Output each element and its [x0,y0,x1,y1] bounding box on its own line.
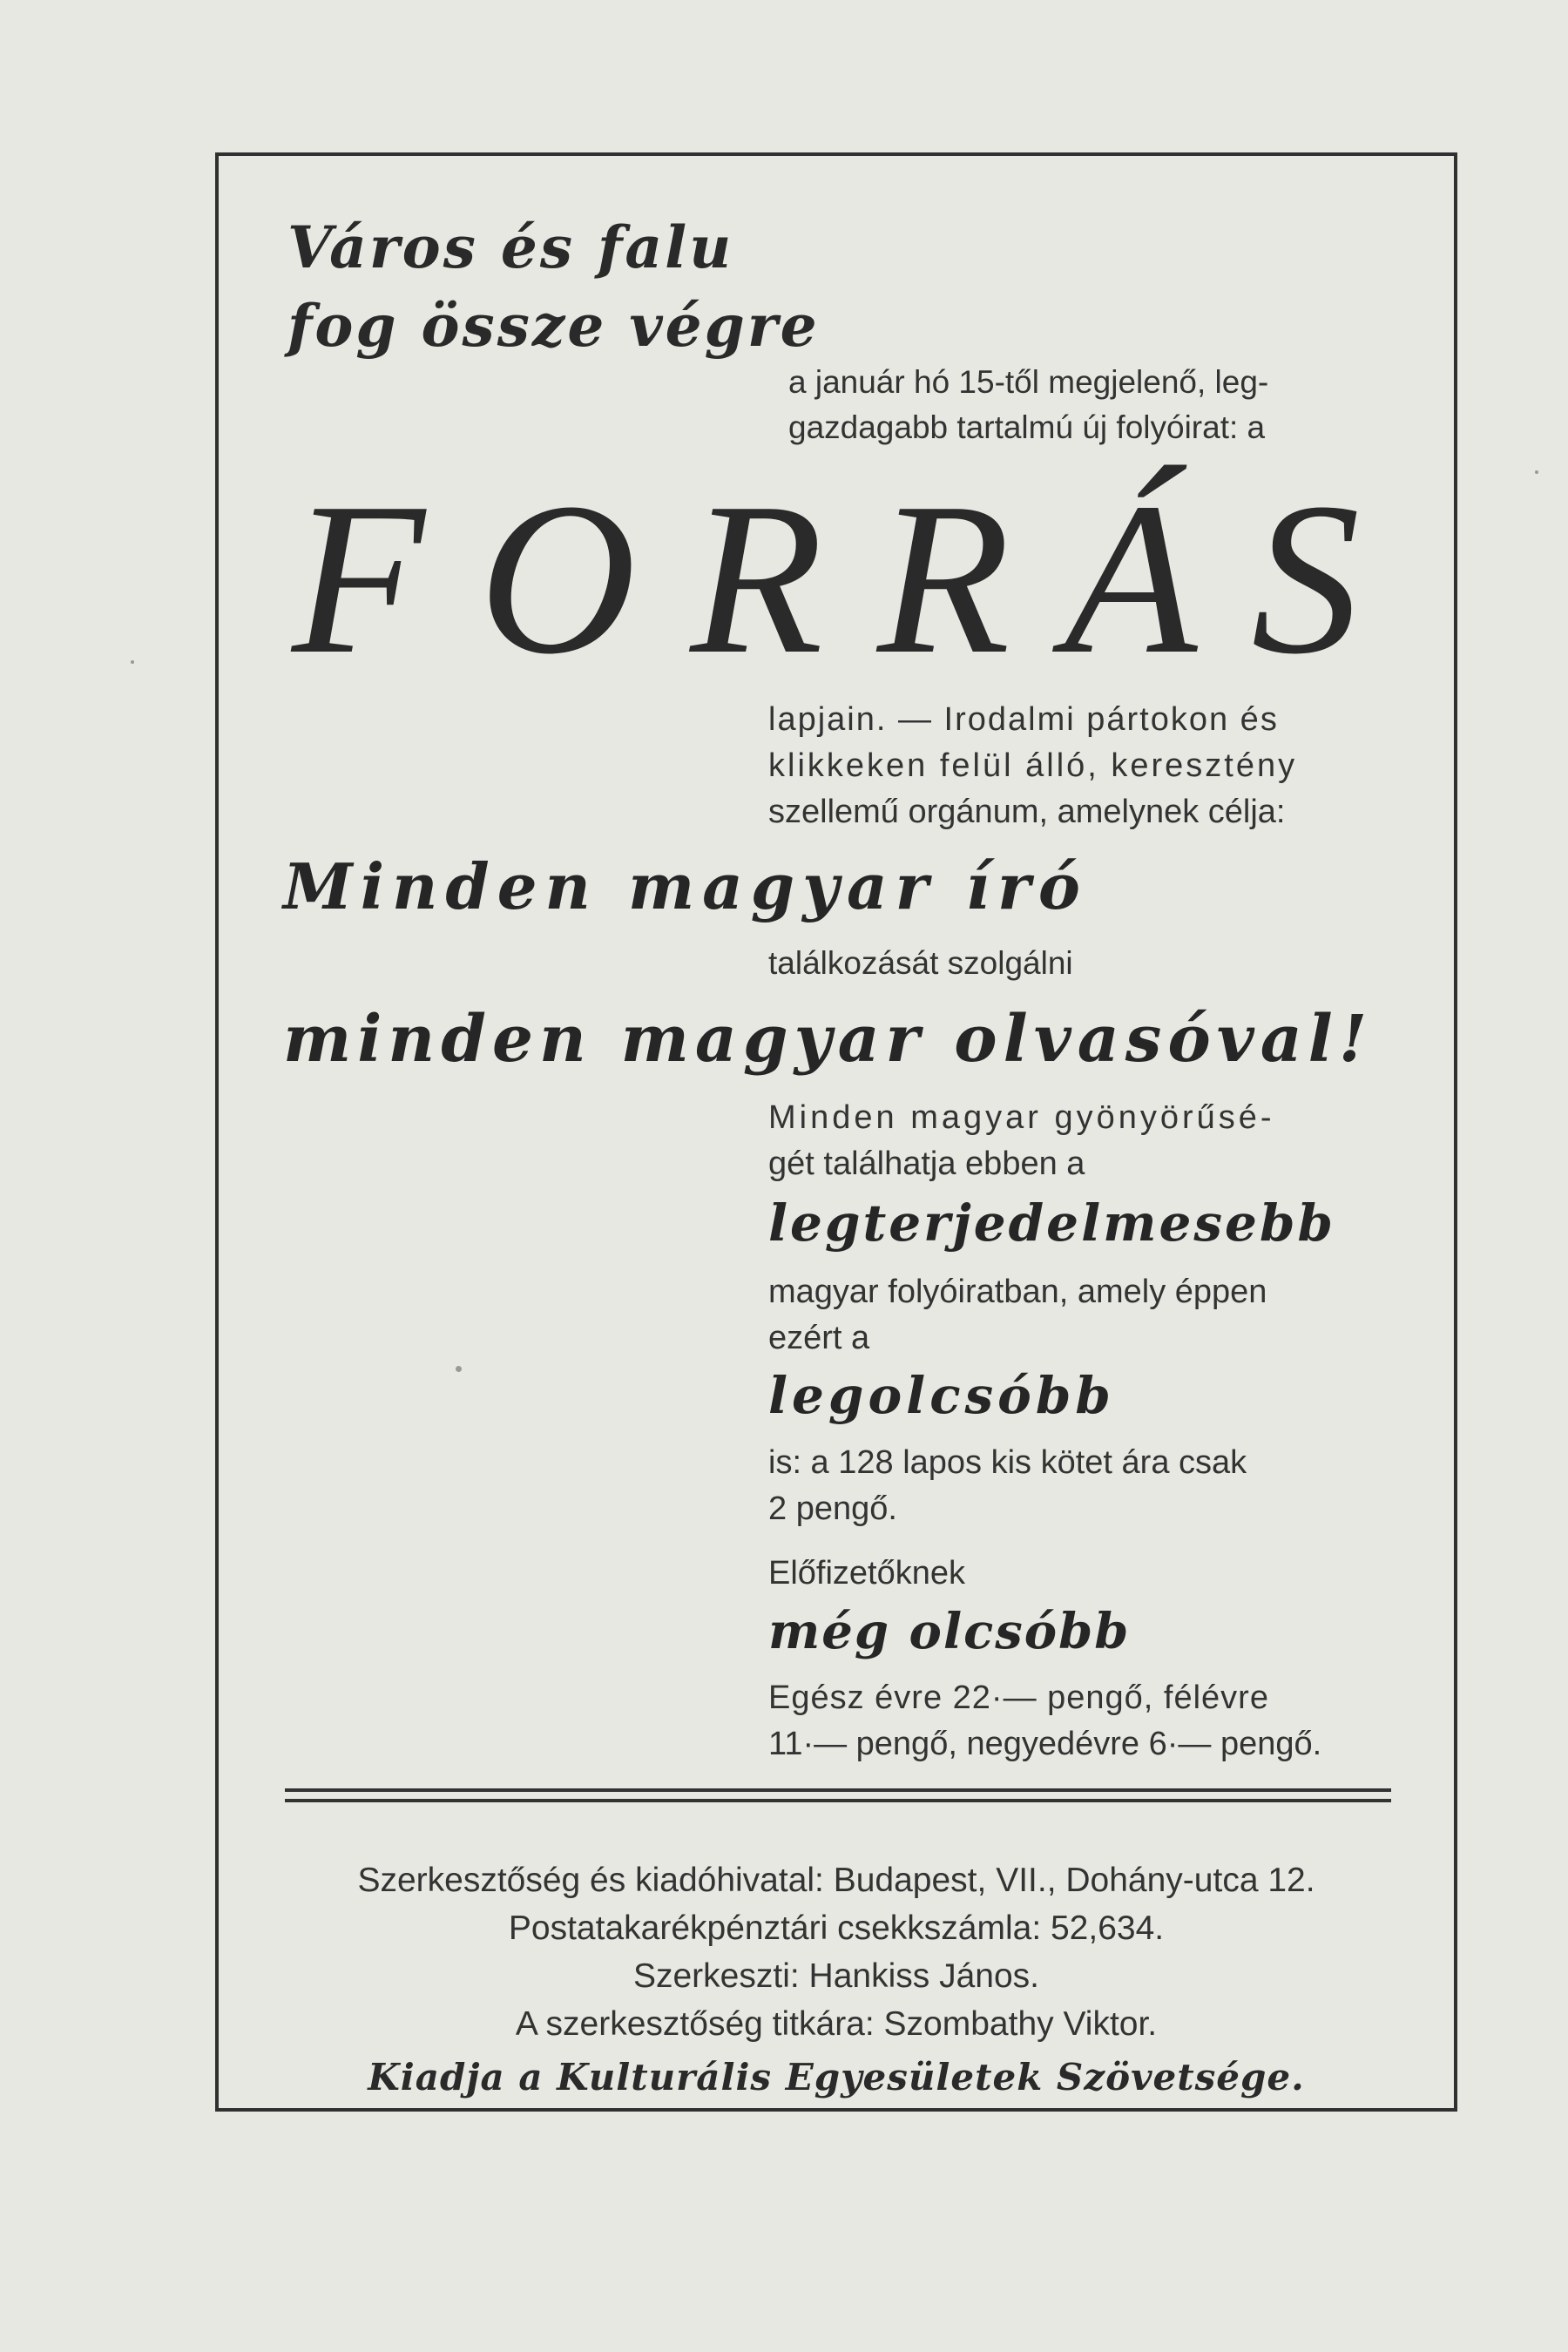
description-line-2: klikkeken felül álló, keresztény [768,747,1298,784]
features-text-2b: 2 pengő. [768,1490,897,1527]
footer-publisher: Kiadja a Kulturális Egyesületek Szövetsége. [368,2056,1305,2099]
features-text-1b: ezért a [768,1320,870,1356]
features-intro-1: Minden magyar gyönyörűsé- [768,1099,1275,1136]
paper-speck [456,1366,462,1372]
slogan-line-1: Minden magyar író [283,849,1088,923]
journal-title: FORRÁS [292,458,1415,700]
features-text-2a: is: a 128 lapos kis kötet ára csak [768,1444,1247,1481]
footer-editor: Szerkeszti: Hankiss János. [632,1957,1039,1995]
slogan-middle: találkozását szolgálni [768,945,1073,981]
headline-line-2: fog össze végre [287,292,820,360]
intro-line-1: a január hó 15-től megjelenő, leg- [788,364,1269,400]
features-text-3: Előfizetőknek [768,1555,966,1592]
description-line-1: lapjain. — Irodalmi pártokon és [768,701,1279,738]
paper-speck [1535,470,1538,474]
features-intro-2: gét találhatja ebben a [768,1146,1085,1182]
emphasis-even-cheaper: még olcsóbb [768,1603,1131,1660]
emphasis-largest: legterjedelmesebb [768,1193,1336,1253]
footer-address: Szerkesztőség és kiadóhivatal: Budapest, VII., Dohány-utca 12. [357,1862,1315,1899]
footer-secretary: A szerkesztőség titkára: Szombathy Viktor. [515,2005,1158,2043]
price-line-2: 11·— pengő, negyedévre 6·— pengő. [768,1726,1322,1762]
price-line-1: Egész évre 22·— pengő, félévre [768,1680,1269,1716]
features-text-1a: magyar folyóiratban, amely éppen [768,1274,1267,1310]
emphasis-cheapest: legolcsóbb [768,1366,1115,1425]
headline-line-1: Város és falu [287,213,734,281]
slogan-line-2: minden magyar olvasóval! [283,1002,1374,1077]
intro-line-2: gazdagabb tartalmú új folyóirat: a [788,409,1266,445]
description-line-3: szellemű orgánum, amelynek célja: [768,794,1286,830]
footer-account: Postatakarékpénztári csekkszámla: 52,634. [508,1909,1165,1947]
divider-rule-bottom [285,1799,1391,1802]
paper-speck [131,660,134,664]
divider-rule-top [285,1788,1391,1792]
